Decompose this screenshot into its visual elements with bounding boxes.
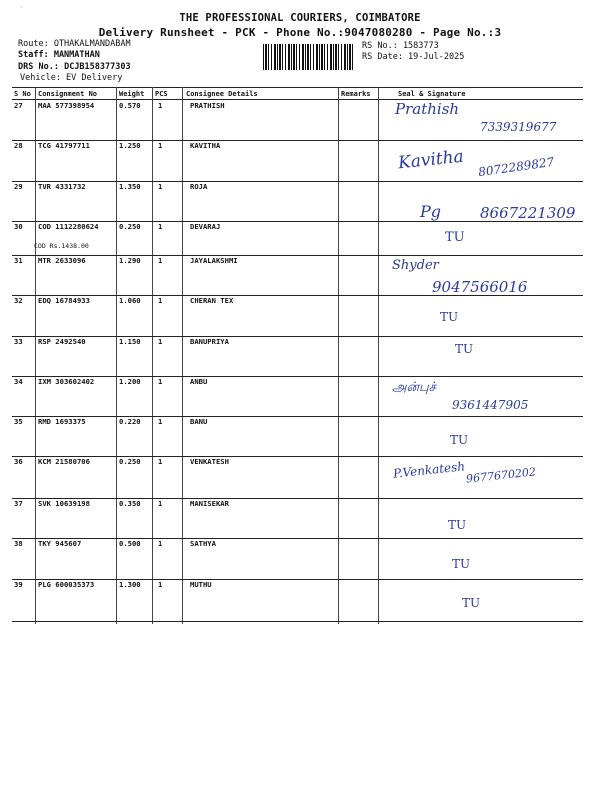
consignee-cell: KAVITHA [190, 141, 221, 150]
sno-cell: 35 [14, 417, 23, 426]
rs-number: RS No.: 1583773 [362, 41, 439, 51]
pcs-cell: 1 [158, 222, 163, 231]
row-divider [12, 456, 583, 457]
staff-text: Staff: MANMATHAN [18, 50, 100, 60]
weight-cell: 0.220 [119, 417, 141, 426]
delivery-mark: TU [440, 310, 459, 324]
drs-value: DCJB158377303 [64, 62, 131, 72]
signature-phone: 9677670202 [465, 465, 537, 486]
consignee-cell: JAYALAKSHMI [190, 256, 238, 265]
sno-cell: 32 [14, 296, 23, 305]
row-divider [12, 140, 583, 141]
weight-cell: 1.350 [119, 182, 141, 191]
consignment-cell: EDQ 16784933 [38, 296, 90, 305]
sno-cell: 34 [14, 377, 23, 386]
pcs-cell: 1 [158, 296, 163, 305]
delivery-mark: TU [445, 230, 465, 245]
pcs-cell: 1 [158, 417, 163, 426]
signature-phone: 8667221309 [480, 204, 576, 222]
rs-date: RS Date: 19-Jul-2025 [362, 52, 465, 62]
consignment-cell: PLG 600035373 [38, 580, 95, 589]
sno-cell: 27 [14, 101, 23, 110]
company-title: THE PROFESSIONAL COURIERS, COIMBATORE [179, 12, 421, 24]
pcs-cell: 1 [158, 182, 163, 191]
sno-cell: 38 [14, 539, 23, 548]
row-divider [12, 255, 583, 256]
drs-label: DRS No.: [18, 62, 59, 72]
signature: Shyder [392, 258, 439, 273]
signature: Prathish [395, 100, 460, 118]
table-header-border [12, 99, 583, 100]
col-divider [116, 87, 117, 624]
consignment-cell: TVR 4331732 [38, 182, 86, 191]
consignment-cell: TCG 41797711 [38, 141, 90, 150]
sno-cell: 36 [14, 457, 23, 466]
sno-cell: 33 [14, 337, 23, 346]
col-divider [152, 87, 153, 624]
consignee-cell: VENKATESH [190, 457, 229, 466]
consignment-cell: MAA 577398954 [38, 101, 95, 110]
weight-cell: 0.570 [119, 101, 141, 110]
weight-cell: 0.250 [119, 222, 141, 231]
header-consignment: Consignment No [38, 90, 98, 98]
row-divider [12, 621, 583, 622]
pcs-cell: 1 [158, 101, 163, 110]
signature-phone: 8072289827 [477, 154, 555, 180]
consignment-cell: IXM 303602402 [38, 377, 95, 386]
weight-cell: 1.300 [119, 580, 141, 589]
vehicle-text: Vehicle: EV Delivery [20, 73, 123, 83]
barcode [263, 44, 355, 70]
consignee-cell: BANUPRIYA [190, 337, 229, 346]
table-top-border [12, 87, 583, 88]
row-divider [12, 498, 583, 499]
weight-cell: 0.250 [119, 457, 141, 466]
signature: அன்புச் [392, 380, 436, 395]
header-remarks: Remarks [341, 90, 371, 98]
pcs-cell: 1 [158, 539, 163, 548]
consignee-cell: SATHYA [190, 539, 216, 548]
signature: P.Venkatesh [392, 459, 466, 481]
weight-cell: 1.150 [119, 337, 141, 346]
consignment-cell: KCM 21580706 [38, 457, 90, 466]
route-text: Route: OTHAKALMANDABAM [18, 39, 131, 49]
col-divider [35, 87, 36, 624]
weight-cell: 0.350 [119, 499, 141, 508]
delivery-mark: TU [452, 557, 471, 571]
signature: Pg [420, 202, 442, 221]
consignee-cell: BANU [190, 417, 208, 426]
sno-cell: 29 [14, 182, 23, 191]
cod-amount: COD Rs.1438.00 [34, 242, 89, 250]
signature: Kavitha [397, 146, 465, 174]
row-divider [12, 579, 583, 580]
pcs-cell: 1 [158, 580, 163, 589]
header-seal-signature: Seal & Signature [398, 90, 466, 98]
pcs-cell: 1 [158, 499, 163, 508]
signature-phone: 9361447905 [452, 398, 529, 412]
sno-cell: 28 [14, 141, 23, 150]
signature-phone: 9047566016 [432, 278, 528, 296]
header-sno: S No [14, 90, 31, 98]
consignee-cell: CHERAN TEX [190, 296, 234, 305]
signature-phone: 7339319677 [480, 120, 557, 134]
consignee-cell: PRATHISH [190, 101, 225, 110]
col-divider [182, 87, 183, 624]
corner-mark: · [20, 4, 24, 11]
weight-cell: 1.250 [119, 141, 141, 150]
header-pcs: PCS [155, 90, 168, 98]
row-divider [12, 416, 583, 417]
consignment-cell: TKY 945607 [38, 539, 82, 548]
sno-cell: 37 [14, 499, 23, 508]
consignment-cell: SVK 10639198 [38, 499, 90, 508]
consignment-cell: RMD 1693375 [38, 417, 86, 426]
pcs-cell: 1 [158, 337, 163, 346]
sno-cell: 30 [14, 222, 23, 231]
consignment-cell: MTR 2633096 [38, 256, 86, 265]
runsheet-subtitle: Delivery Runsheet - PCK - Phone No.:9047080280 - Page No.:3 [98, 26, 502, 39]
row-divider [12, 181, 583, 182]
sno-cell: 31 [14, 256, 23, 265]
pcs-cell: 1 [158, 256, 163, 265]
row-divider [12, 538, 583, 539]
consignment-cell: RSP 2492540 [38, 337, 86, 346]
delivery-mark: TU [462, 596, 481, 610]
col-divider [338, 87, 339, 624]
consignee-cell: MUTHU [190, 580, 212, 589]
col-divider [378, 87, 379, 624]
consignee-cell: ROJA [190, 182, 208, 191]
consignee-cell: ANBU [190, 377, 208, 386]
weight-cell: 0.500 [119, 539, 141, 548]
weight-cell: 1.060 [119, 296, 141, 305]
row-divider [12, 376, 583, 377]
pcs-cell: 1 [158, 141, 163, 150]
sno-cell: 39 [14, 580, 23, 589]
header-consignee: Consignee Details [186, 90, 258, 98]
row-divider [12, 336, 583, 337]
consignee-cell: DEVARAJ [190, 222, 221, 231]
delivery-mark: TU [448, 518, 467, 532]
consignee-cell: MANISEKAR [190, 499, 229, 508]
pcs-cell: 1 [158, 377, 163, 386]
header-weight: Weight [119, 90, 145, 98]
weight-cell: 1.200 [119, 377, 141, 386]
delivery-mark: TU [455, 342, 474, 356]
weight-cell: 1.290 [119, 256, 141, 265]
consignment-cell: COD 1112280624 [38, 222, 99, 231]
pcs-cell: 1 [158, 457, 163, 466]
delivery-mark: TU [450, 433, 469, 447]
drs-number [18, 62, 131, 72]
